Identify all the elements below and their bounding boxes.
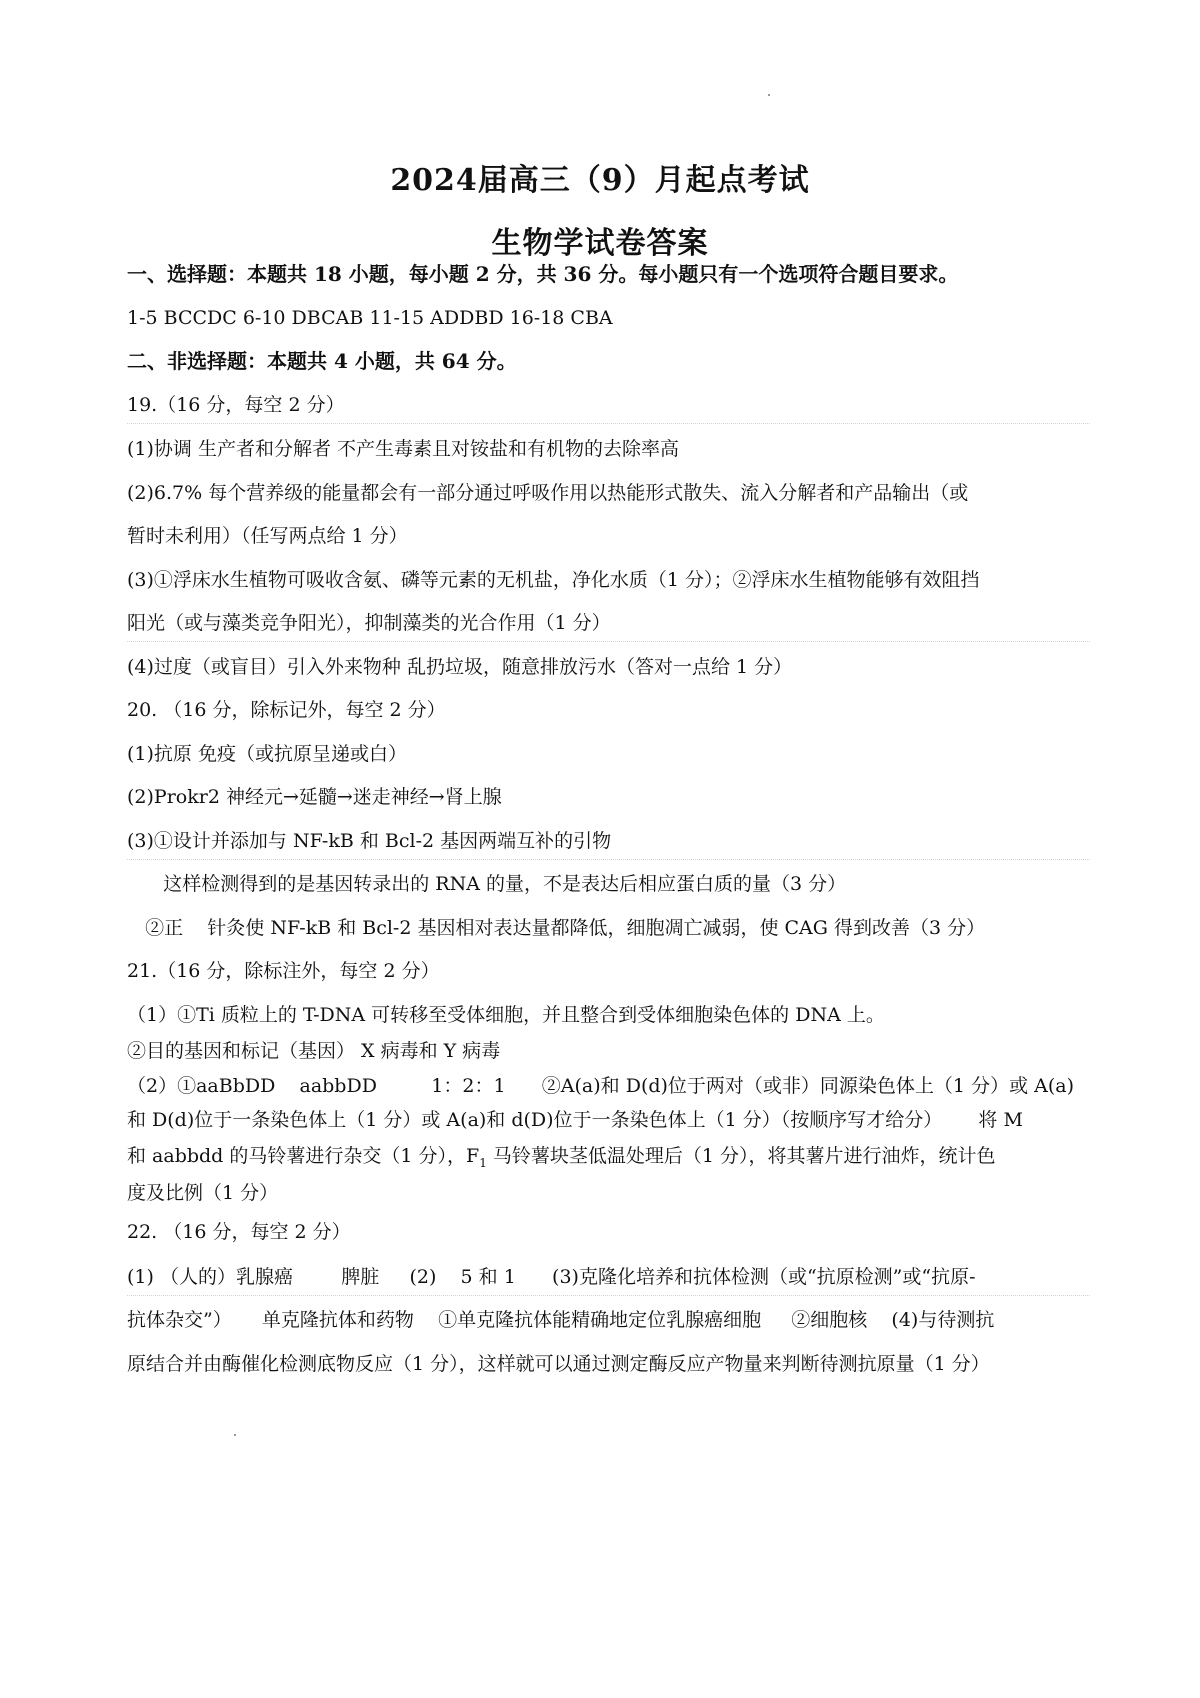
choice-answers: 1-5 BCCDC 6-10 DBCAB 11-15 ADDBD 16-18 CBA: [127, 307, 613, 329]
question-heading-19: 19.（16 分，每空 2 分）: [127, 394, 345, 416]
answer-line: （2）①aaBbDD aabbDD 1：2：1 ②A(a)和 D(d)位于两对（或非）同源染色体上（1 分）或 A(a): [127, 1075, 1074, 1097]
answer-line: (1) （人的）乳腺癌 脾脏 (2) 5 和 1 (3)克隆化培养和抗体检测（或“抗原检测”或“抗原-: [127, 1266, 976, 1288]
page-title: 2024届高三（9）月起点考试: [390, 163, 810, 198]
answer-line: ②目的基因和标记（基因） X 病毒和 Y 病毒: [127, 1040, 501, 1062]
section-heading-nonchoice: 二、非选择题：本题共 4 小题，共 64 分。: [127, 349, 517, 373]
section-heading-choice: 一、选择题：本题共 18 小题，每小题 2 分，共 36 分。每小题只有一个选项符合题目要求。: [127, 262, 959, 286]
answer-line: （1）①Ti 质粒上的 T-DNA 可转移至受体细胞，并且整合到受体细胞染色体的 DNA 上。: [127, 1004, 885, 1026]
divider: [127, 1295, 1090, 1296]
text-fragment: 马铃薯块茎低温处理后（1 分），将其薯片进行油炸，统计色: [486, 1145, 996, 1167]
answer-line: (2)6.7% 每个营养级的能量都会有一部分通过呼吸作用以热能形式散失、流入分解者和产品输出（或: [127, 482, 969, 504]
answer-line: 抗体杂交”） 单克隆抗体和药物 ①单克隆抗体能精确地定位乳腺癌细胞 ②细胞核 (4)与待测抗: [127, 1309, 995, 1331]
question-heading-20: 20. （16 分，除标记外，每空 2 分）: [127, 699, 446, 721]
question-heading-21: 21.（16 分，除标注外，每空 2 分）: [127, 960, 440, 982]
subscript: 1: [479, 1155, 487, 1170]
answer-line: (3)①浮床水生植物可吸收含氨、磷等元素的无机盐，净化水质（1 分）；②浮床水生植物能够有效阻挡: [127, 569, 980, 591]
divider: [127, 859, 1090, 860]
answer-line: (3)①设计并添加与 NF-kB 和 Bcl-2 基因两端互补的引物: [127, 830, 612, 852]
answer-line: [127, 1143, 1090, 1176]
answer-line: (1)协调 生产者和分解者 不产生毒素且对铵盐和有机物的去除率高: [127, 438, 679, 460]
answer-line: 暂时未利用）（任写两点给 1 分）: [127, 525, 408, 547]
answer-line: ②正 针灸使 NF-kB 和 Bcl-2 基因相对表达量都降低，细胞凋亡减弱，使 CAG 得到改善（3 分）: [127, 917, 986, 939]
answer-line: 这样检测得到的是基因转录出的 RNA 的量，不是表达后相应蛋白质的量（3 分）: [127, 873, 847, 895]
answer-line: (1)抗原 免疫（或抗原呈递或白）: [127, 743, 407, 765]
text-fragment: 和 aabbdd 的马铃薯进行杂交（1 分），F: [127, 1145, 480, 1167]
answer-line: 和 D(d)位于一条染色体上（1 分）或 A(a)和 d(D)位于一条染色体上（1 分）（按顺序写才给分） 将 M: [127, 1109, 1023, 1131]
answer-line: 度及比例（1 分）: [127, 1182, 279, 1204]
answer-line: (4)过度（或盲目）引入外来物种 乱扔垃圾，随意排放污水（答对一点给 1 分）: [127, 656, 793, 678]
answer-line: 阳光（或与藻类竞争阳光），抑制藻类的光合作用（1 分）: [127, 612, 611, 634]
divider: [127, 641, 1090, 642]
scan-speck: [234, 1434, 236, 1436]
answer-line: 原结合并由酶催化检测底物反应（1 分），这样就可以通过测定酶反应产物量来判断待测抗原量（1 分）: [127, 1353, 990, 1375]
page-subtitle: 生物学试卷答案: [491, 226, 709, 261]
question-heading-22: 22. （16 分，每空 2 分）: [127, 1221, 351, 1243]
divider: [127, 423, 1090, 424]
scan-speck: [768, 94, 770, 96]
answer-line: (2)Prokr2 神经元→延髓→迷走神经→肾上腺: [127, 786, 502, 808]
